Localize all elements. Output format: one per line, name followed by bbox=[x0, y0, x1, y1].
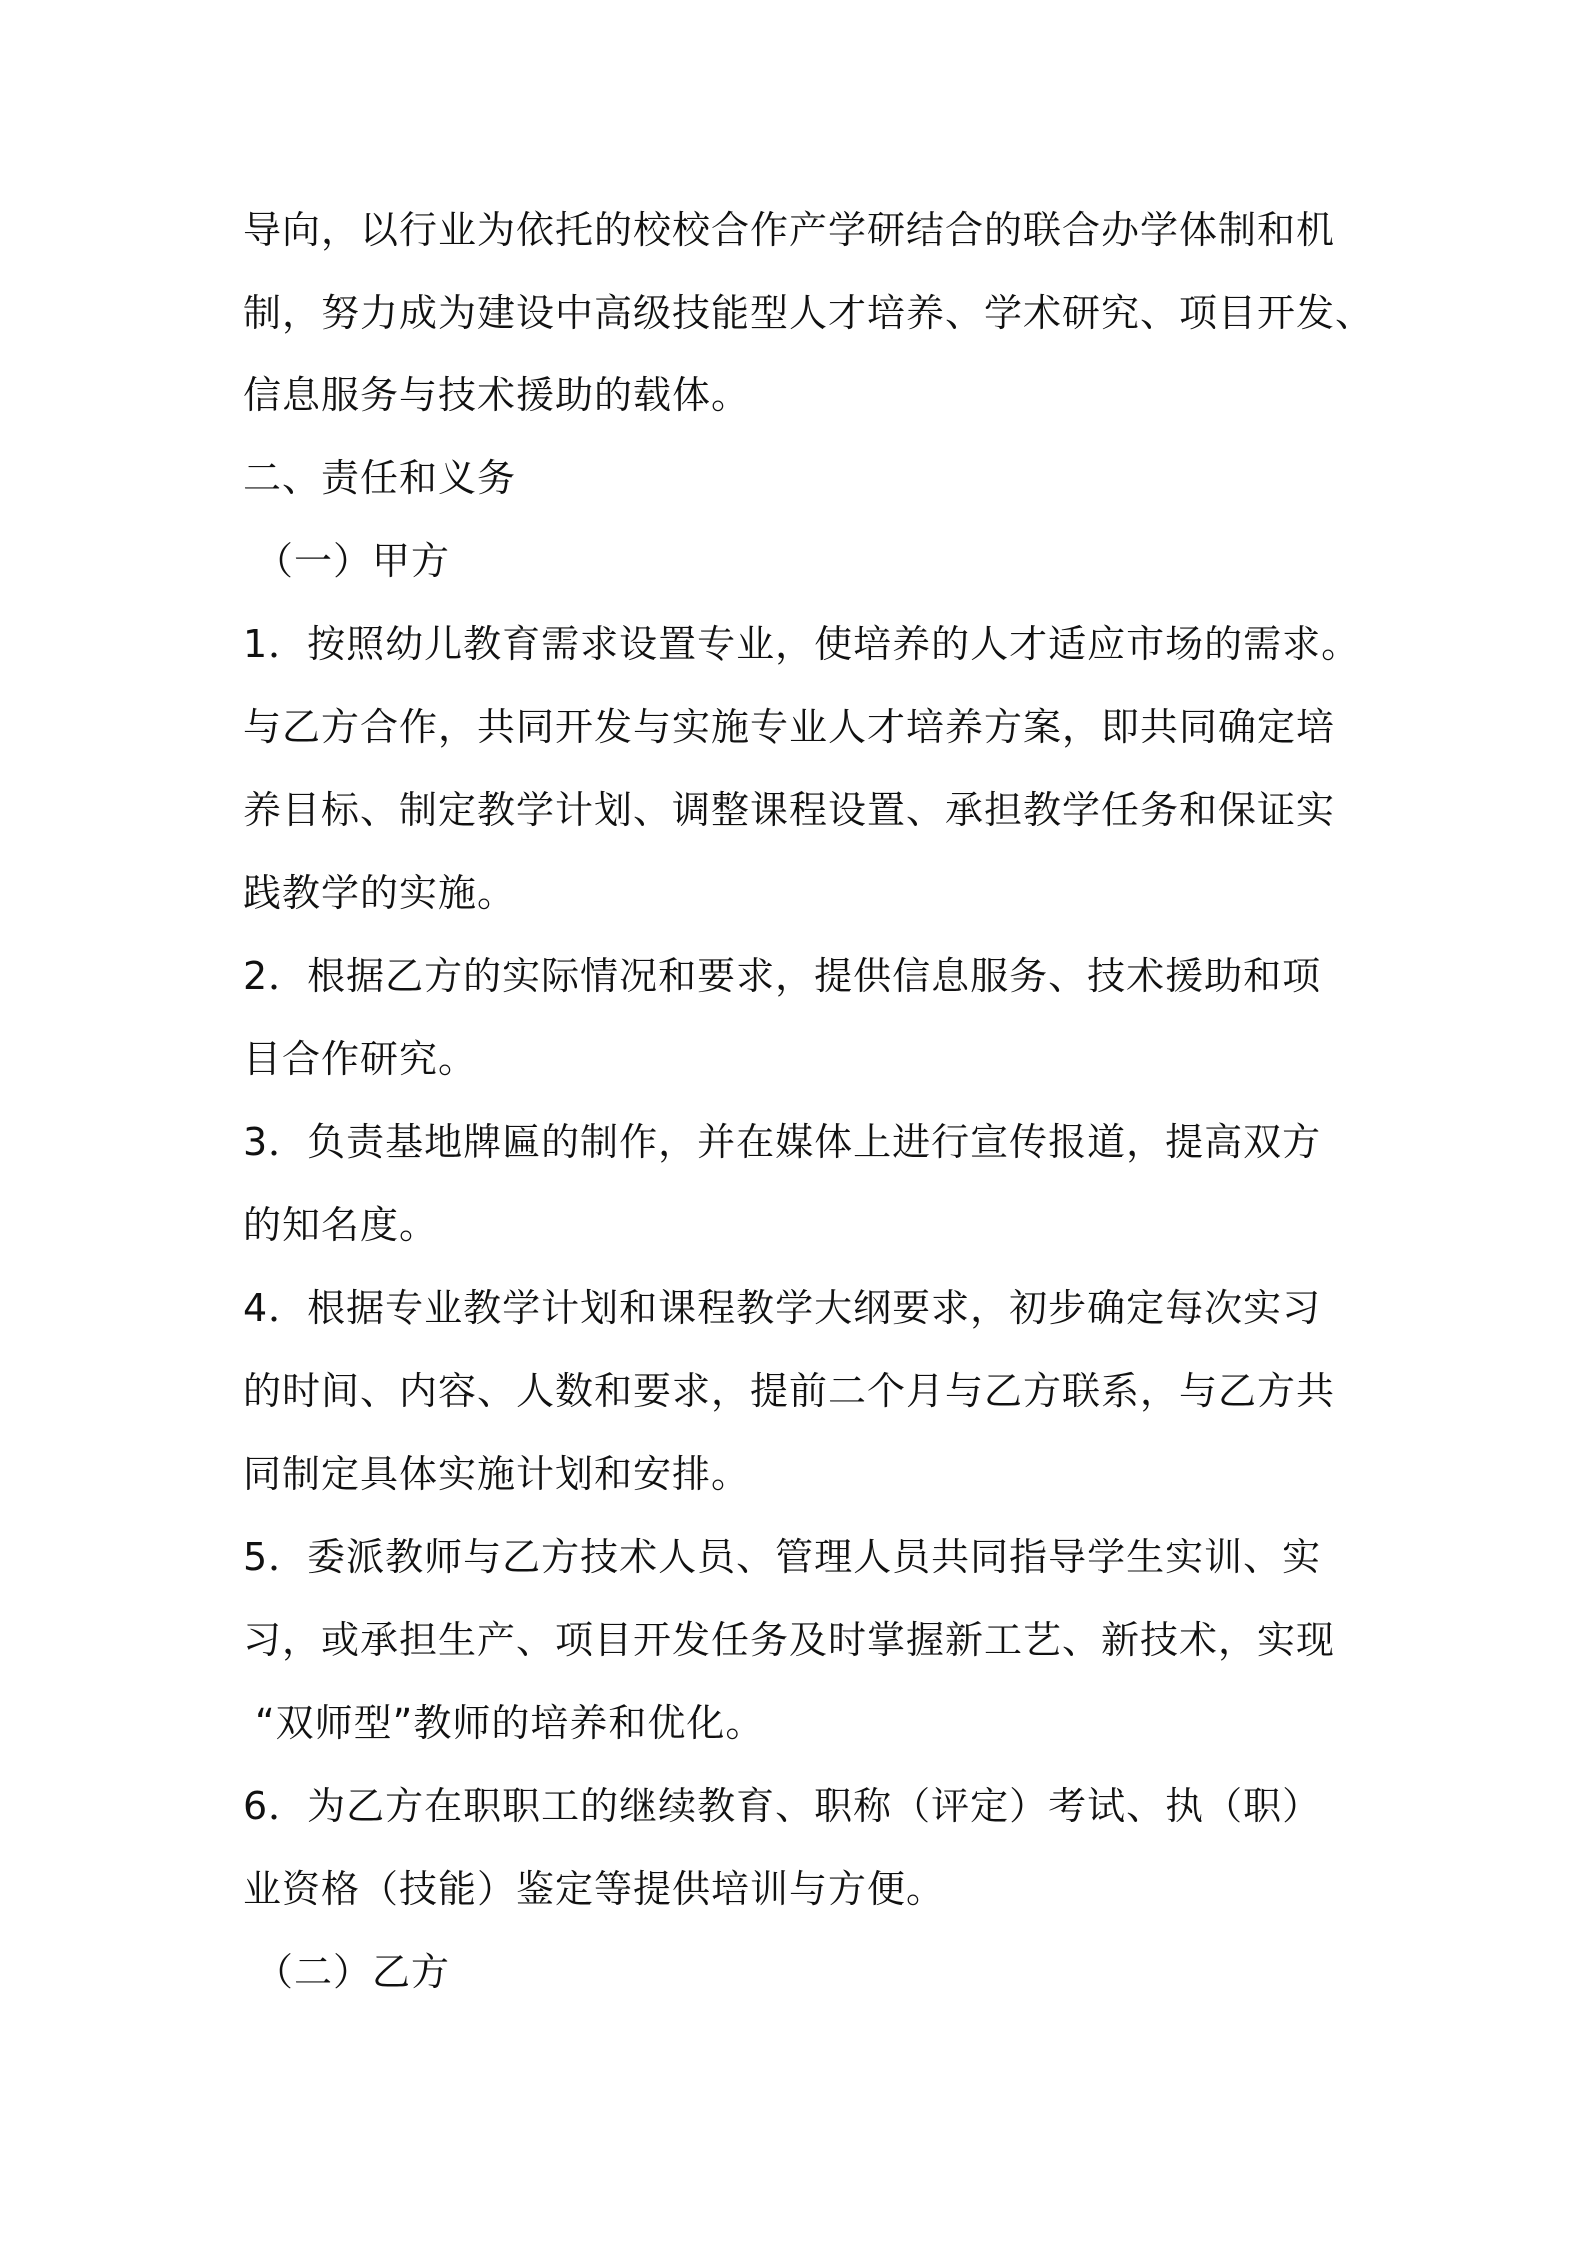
paragraph-line: 业资格（技能）鉴定等提供培训与方便。 bbox=[243, 1867, 946, 1911]
subsection-heading-party-a: （一）甲方 bbox=[255, 539, 451, 583]
paragraph-line: 导向，以行业为依托的校校合作产学研结合的联合办学体制和机 bbox=[243, 208, 1336, 252]
paragraph-line: 同制定具体实施计划和安排。 bbox=[243, 1452, 751, 1496]
paragraph-line: “双师型”教师的培养和优化。 bbox=[255, 1701, 765, 1745]
paragraph-line: 的知名度。 bbox=[243, 1203, 439, 1247]
list-item-4: 4．根据专业教学计划和课程教学大纲要求，初步确定每次实习 bbox=[243, 1286, 1322, 1330]
list-item-1: 1．按照幼儿教育需求设置专业，使培养的人才适应市场的需求。 bbox=[243, 622, 1361, 666]
paragraph-line: 信息服务与技术援助的载体。 bbox=[243, 373, 751, 417]
list-item-2: 2．根据乙方的实际情况和要求，提供信息服务、技术援助和项 bbox=[243, 954, 1322, 998]
list-item-3: 3．负责基地牌匾的制作，并在媒体上进行宣传报道，提高双方 bbox=[243, 1120, 1322, 1164]
list-item-5: 5．委派教师与乙方技术人员、管理人员共同指导学生实训、实 bbox=[243, 1535, 1322, 1579]
list-item-6: 6．为乙方在职职工的继续教育、职称（评定）考试、执（职） bbox=[243, 1784, 1322, 1828]
paragraph-line: 习，或承担生产、项目开发任务及时掌握新工艺、新技术，实现 bbox=[243, 1618, 1336, 1662]
paragraph-line: 目合作研究。 bbox=[243, 1037, 478, 1081]
paragraph-line: 践教学的实施。 bbox=[243, 871, 517, 915]
paragraph-line: 与乙方合作，共同开发与实施专业人才培养方案，即共同确定培 bbox=[243, 705, 1336, 749]
subsection-heading-party-b: （二）乙方 bbox=[255, 1950, 451, 1994]
paragraph-line: 养目标、制定教学计划、调整课程设置、承担教学任务和保证实 bbox=[243, 788, 1336, 832]
paragraph-line: 的时间、内容、人数和要求，提前二个月与乙方联系，与乙方共 bbox=[243, 1369, 1336, 1413]
paragraph-line: 制，努力成为建设中高级技能型人才培养、学术研究、项目开发、 bbox=[243, 291, 1375, 335]
section-heading: 二、责任和义务 bbox=[243, 456, 517, 500]
